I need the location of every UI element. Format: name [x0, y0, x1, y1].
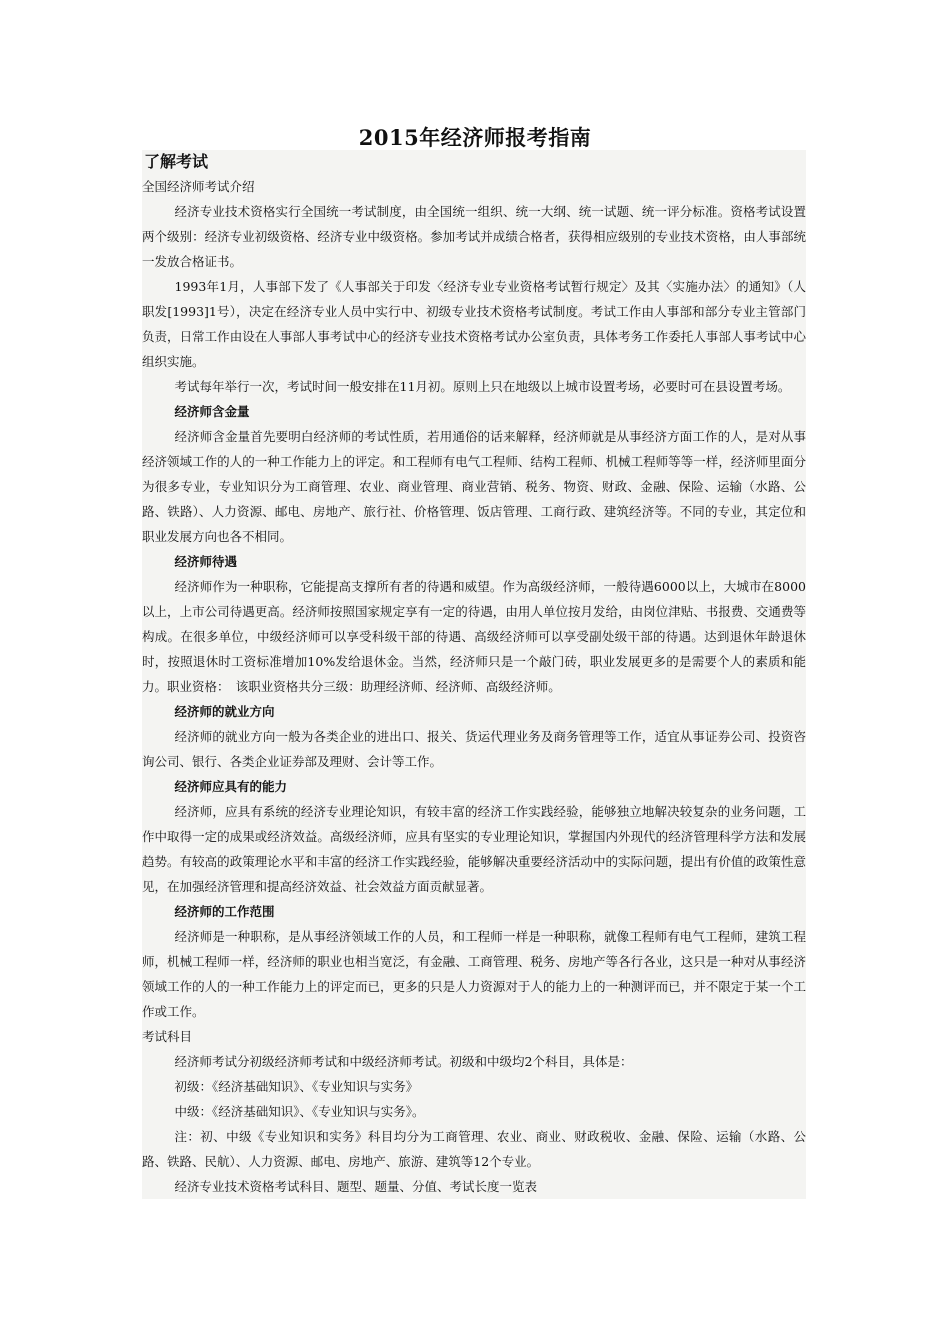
subsection-heading: 经济师的工作范围: [174, 904, 275, 919]
intro-paragraph: 考试每年举行一次，考试时间一般安排在11月初。原则上只在地级以上城市设置考场，必要时可在县设置考场。: [174, 379, 791, 394]
subsection-paragraph: 经济师，应具有系统的经济专业理论知识，有较丰富的经济工作实践经验，能够独立地解决较复杂的业务问题，工作中取得一定的成果或经济效益。高级经济师，应具有坚实的专业理论知识，掌握国内外现代的经济管理科学方法和发展趋势。有较高的政策理论水平和丰富的经济工作实践经验，能够解决重要经济活动中的实际问题，提出有价值的政策性意见，在加强经济管理和提高经济效益、社会效益方面贡献显著。: [142, 804, 806, 894]
intro-heading: 全国经济师考试介绍: [142, 179, 255, 194]
subsection-paragraph: 经济师含金量首先要明白经济师的考试性质，若用通俗的话来解释，经济师就是从事经济方面工作的人，是对从事经济领域工作的人的一种工作能力上的评定。和工程师有电气工程师、结构工程师、机械工程师等等一样，经济师里面分为很多专业，专业知识分为工商管理、农业、商业管理、商业营销、税务、物资、财政、金融、保险、运输（水路、公路、铁路）、人力资源、邮电、房地产、旅行社、价格管理、饭店管理、工商行政、建筑经济等。不同的专业，其定位和职业发展方向也各不相同。: [142, 429, 806, 544]
subjects-line: 初级：《经济基础知识》、《专业知识与实务》: [174, 1079, 419, 1094]
intro-paragraph: 1993年1月，人事部下发了《人事部关于印发〈经济专业专业资格考试暂行规定〉及其〈实施办法〉的通知》（人职发[1993]1号），决定在经济专业人员中实行中、初级专业技术资格考试制度。考试工作由人事部和部分专业主管部门负责，日常工作由设在人事部人事考试中心的经济专业技术资格考试办公室负责，具体考务工作委托人事部人事考试中心组织实施。: [142, 279, 806, 369]
intro-paragraph: 经济专业技术资格实行全国统一考试制度，由全国统一组织、统一大纲、统一试题、统一评分标准。资格考试设置两个级别：经济专业初级资格、经济专业中级资格。参加考试并成绩合格者，获得相应级别的专业技术资格，由人事部统一发放合格证书。: [142, 204, 806, 269]
subsection-paragraph: 经济师作为一种职称，它能提高支撑所有者的待遇和威望。作为高级经济师，一般待遇6000以上，大城市在8000以上，上市公司待遇更高。经济师按照国家规定享有一定的待遇，由用人单位按月发给，由岗位津贴、书报费、交通费等构成。在很多单位，中级经济师可以享受科级干部的待遇、高级经济师可以享受副处级干部的待遇。达到退休年龄退休时，按照退休时工资标准增加10%发给退休金。当然，经济师只是一个敲门砖，职业发展更多的是需要个人的素质和能力。职业资格： 该职业资格共分三级：助理经济师、经济师、高级经济师。: [142, 579, 806, 694]
subjects-line: 经济师考试分初级经济师考试和中级经济师考试。初级和中级均2个科目，具体是：: [174, 1054, 633, 1069]
subsection-heading: 经济师待遇: [174, 554, 238, 569]
subsection-paragraph: 经济师是一种职称，是从事经济领域工作的人员，和工程师一样是一种职称，就像工程师有电气工程师，建筑工程师，机械工程师一样，经济师的职业也相当宽泛，有金融、工商管理、税务、房地产等各行各业，这只是一种对从事经济领域工作的人的一种工作能力上的评定而已，更多的只是人力资源对于人的能力上的一种测评而已，并不限定于某一个工作或工作。: [142, 929, 806, 1019]
page-title: 2015年经济师报考指南: [358, 125, 592, 150]
subsection-heading: 经济师含金量: [174, 404, 250, 419]
subsection-heading: 经济师的就业方向: [174, 704, 275, 719]
subjects-line: 中级：《经济基础知识》、《专业知识与实务》。: [174, 1104, 425, 1119]
subsection-paragraph: 经济师的就业方向一般为各类企业的进出口、报关、货运代理业务及商务管理等工作，适宜从事证券公司、投资咨询公司、银行、各类企业证券部及理财、会计等工作。: [142, 729, 806, 769]
subjects-heading: 考试科目: [142, 1029, 193, 1044]
subjects-line: 经济专业技术资格考试科目、题型、题量、分值、考试长度一览表: [174, 1179, 538, 1194]
section-heading-main: 了解考试: [144, 152, 209, 171]
subsection-heading: 经济师应具有的能力: [174, 779, 288, 794]
content-area: [142, 150, 806, 1199]
subjects-line: 注：初、中级《专业知识和实务》科目均分为工商管理、农业、商业、财政税收、金融、保险、运输（水路、公路、铁路、民航）、人力资源、邮电、房地产、旅游、建筑等12个专业。: [142, 1129, 806, 1169]
